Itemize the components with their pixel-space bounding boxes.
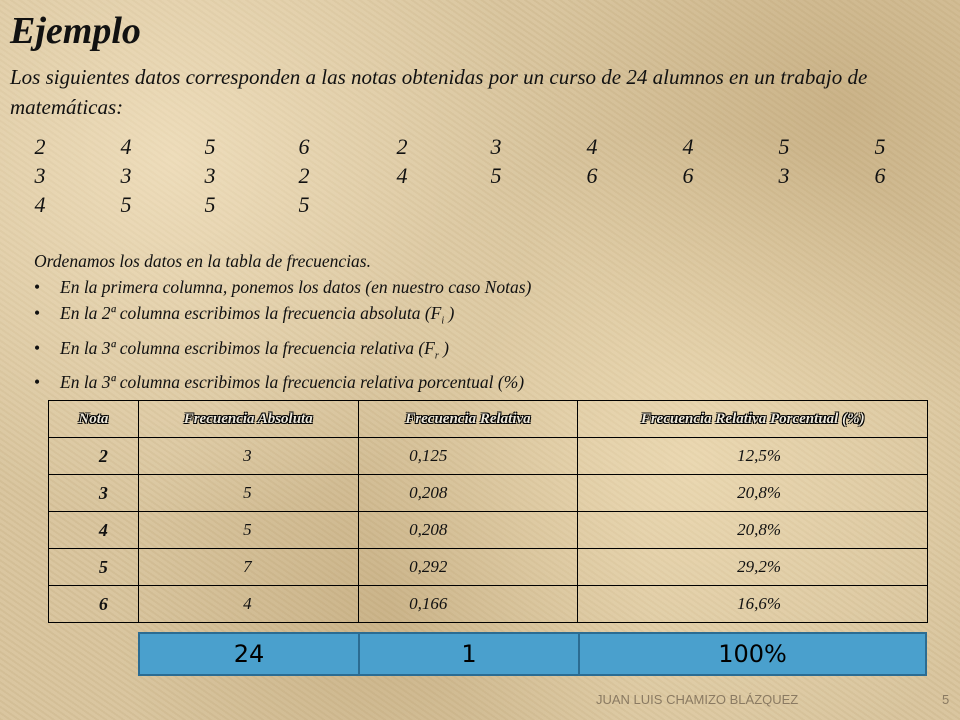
- table-header-row: [49, 401, 928, 438]
- cell-nota: 4: [49, 512, 139, 549]
- subscript: r: [434, 350, 439, 361]
- data-value: 3: [120, 163, 132, 188]
- cell-relative: 0,166: [358, 586, 578, 623]
- data-value: 4: [120, 134, 132, 159]
- bullet-item: [34, 300, 934, 335]
- cell-nota: 5: [49, 549, 139, 586]
- bullet-text-part: En la 2ª columna escribimos la frecuencia absoluta (F: [60, 303, 442, 323]
- cell-nota: 6: [49, 586, 139, 623]
- totals-bar: [138, 632, 927, 676]
- column-header-nota: Nota: [49, 401, 139, 438]
- data-value: 6: [682, 163, 694, 188]
- total-percent: 100%: [718, 640, 787, 668]
- cell-percent: 12,5%: [578, 438, 928, 475]
- footer-author: JUAN LUIS CHAMIZO BLÁZQUEZ: [596, 692, 799, 707]
- data-value: 3: [490, 134, 502, 159]
- page-number: 5: [942, 692, 950, 707]
- data-value: 3: [204, 163, 216, 188]
- subscript: i: [441, 315, 445, 327]
- data-value: 5: [874, 134, 886, 159]
- table-row: [49, 512, 928, 549]
- data-value: 4: [682, 134, 694, 159]
- data-value: 5: [298, 192, 310, 217]
- instructions-lead: Ordenamos los datos en la tabla de frecuencias.: [34, 251, 371, 271]
- data-value: 4: [396, 163, 408, 188]
- cell-percent: 29,2%: [578, 549, 928, 586]
- bullet-text: [60, 335, 449, 370]
- cell-absolute: 7: [138, 549, 358, 586]
- table-row: [49, 549, 928, 586]
- cell-relative: 0,208: [358, 475, 578, 512]
- data-value: 4: [34, 192, 46, 217]
- bullet-item: [34, 335, 934, 370]
- data-value: 2: [34, 134, 46, 159]
- cell-nota: 3: [49, 475, 139, 512]
- cell-relative: 0,208: [358, 512, 578, 549]
- cell-relative: 0,292: [358, 549, 578, 586]
- bullet-item: [34, 274, 934, 300]
- instructions: [34, 248, 934, 395]
- total-absolute: 24: [140, 634, 360, 674]
- total-relative: 1: [360, 634, 580, 674]
- table-row: [49, 586, 928, 623]
- data-value: 3: [778, 163, 790, 188]
- bullet-text: En la 3ª columna escribimos la frecuencia relativa porcentual (%): [60, 372, 525, 392]
- data-value: 5: [204, 192, 216, 217]
- data-value: 5: [120, 192, 132, 217]
- column-header-absolute: Frecuencia Absoluta: [138, 401, 358, 438]
- bullet-text-part: En la 3ª columna escribimos la frecuencia relativa (F: [60, 337, 435, 358]
- data-value: 6: [586, 163, 598, 188]
- cell-relative: 0,125: [358, 438, 578, 475]
- bullet-text-part: ): [444, 303, 455, 323]
- cell-percent: 16,6%: [578, 586, 928, 623]
- column-header-percent: Frecuencia Relativa Porcentual (%): [578, 401, 928, 438]
- data-value: 5: [490, 163, 502, 188]
- bullet-text: En la primera columna, ponemos los datos (en nuestro caso Notas): [60, 277, 532, 297]
- data-value: 4: [586, 134, 598, 159]
- cell-absolute: 3: [138, 438, 358, 475]
- cell-absolute: 5: [138, 475, 358, 512]
- data-value: 2: [396, 134, 408, 159]
- data-value: 6: [874, 163, 886, 188]
- data-value: 2: [298, 163, 310, 188]
- bullet-text: [60, 300, 454, 335]
- bullet-symbol: •: [34, 337, 41, 358]
- bullet-symbol: •: [34, 277, 41, 297]
- bullet-text-part: ): [438, 337, 449, 358]
- intro-text: Los siguientes datos corresponden a las notas obtenidas por un curso de 24 alumnos en un trabajo de matemáticas:: [10, 65, 868, 119]
- data-value: 5: [204, 134, 216, 159]
- cell-percent: 20,8%: [578, 512, 928, 549]
- bullet-item: [34, 369, 934, 395]
- cell-absolute: 5: [138, 512, 358, 549]
- bullet-symbol: •: [34, 372, 41, 392]
- table-row: [49, 438, 928, 475]
- bullet-symbol: •: [34, 303, 41, 323]
- frequency-table: [48, 400, 928, 623]
- slide-title: Ejemplo: [10, 10, 141, 52]
- cell-percent: 20,8%: [578, 475, 928, 512]
- cell-absolute: 4: [138, 586, 358, 623]
- table-row: [49, 475, 928, 512]
- data-value: 5: [778, 134, 790, 159]
- cell-nota: 2: [49, 438, 139, 475]
- column-header-relative: Frecuencia Relativa: [358, 401, 578, 438]
- data-value: 3: [34, 163, 46, 188]
- data-value: 6: [298, 134, 310, 159]
